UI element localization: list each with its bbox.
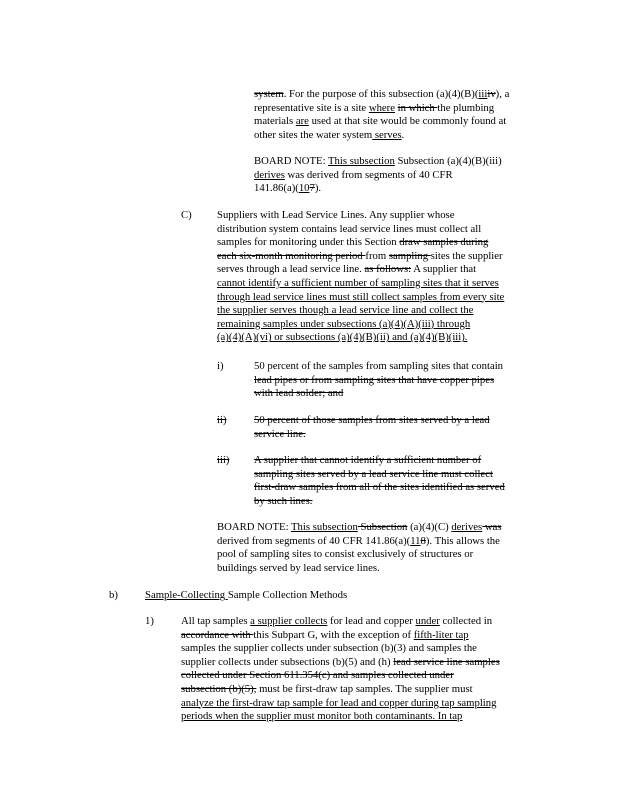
inserted-text: derives [451, 521, 483, 533]
text-line [254, 129, 509, 143]
inserted-text: derives [254, 168, 285, 181]
item-i-text [254, 360, 503, 401]
deleted-text: in which [397, 101, 438, 114]
text-run: other sites the water system [254, 128, 373, 141]
text-run: used at that site would be commonly found at [308, 115, 507, 128]
deleted-text: system [254, 88, 284, 100]
deleted-text: sampling [388, 249, 431, 262]
item-iii-text [254, 454, 505, 508]
text-line [217, 291, 504, 305]
inserted-text: fifth-liter tap [413, 628, 469, 641]
text-line [217, 521, 502, 535]
text-line [217, 318, 504, 332]
text-run: Sample Collection Methods [227, 589, 348, 601]
text-line [181, 656, 500, 670]
text-line [217, 331, 504, 345]
text-line [217, 223, 504, 237]
inserted-text: This subsection [328, 155, 395, 167]
deleted-text: Subsection [357, 521, 408, 533]
text-line [181, 710, 500, 724]
text-run: 50 percent of the samples from sampling sites that contain [254, 360, 504, 372]
text-line [254, 454, 505, 468]
deleted-text: 8 [420, 534, 426, 547]
paragraph-label-c: C) [181, 209, 192, 221]
text-line [181, 683, 500, 697]
text-run: the plumbing [437, 101, 495, 114]
text-line [181, 629, 500, 643]
item-label-ii: ii) [217, 414, 227, 426]
text-run: ). This allows the [425, 534, 500, 547]
deleted-text: iv [487, 88, 496, 100]
text-line [217, 277, 504, 291]
text-run: (a)(4)(C) [407, 521, 452, 533]
deleted-text: first-draw samples from all of the sites identified as served [254, 481, 505, 494]
board-note-exclusive-sites [217, 521, 502, 575]
deleted-text: was [482, 521, 502, 533]
inserted-text: under [415, 615, 440, 627]
section-label-b: b) [109, 589, 118, 601]
deleted-text: sampling sites served by a lead service line must collect [254, 467, 493, 480]
item-ii-text [254, 414, 490, 441]
inserted-text: through lead service lines must still collect samples from every site [217, 290, 505, 303]
inserted-text: remaining samples under subsections (a)(4)(A)(iii) through [217, 317, 471, 330]
text-line [254, 414, 490, 428]
text-line [254, 115, 509, 129]
section-b-heading [145, 589, 347, 603]
text-run: ). [314, 182, 322, 195]
deleted-text: accordance with [181, 628, 254, 641]
text-run: from [365, 249, 389, 262]
text-run: BOARD NOTE: [254, 155, 329, 167]
inserted-text: Sample-Collecting [145, 589, 228, 601]
deleted-text: lead service line samples [393, 655, 500, 668]
text-run: sites the supplier [430, 249, 503, 262]
text-run: materials [254, 115, 296, 128]
text-run: supplier collects under subsections (b)(5) and (h) [181, 655, 394, 668]
item-1-text [181, 615, 500, 724]
text-line [254, 428, 490, 442]
item-label-i: i) [217, 360, 224, 372]
text-run: pool of sampling sites to consist exclusively of structures or [217, 548, 474, 561]
deleted-text: subsection (b)(5), [181, 682, 257, 695]
inserted-text: analyze the first-draw tap sample for lead and copper during tap sampling [181, 696, 497, 709]
text-run: . For the purpose of this subsection (a)(4)(B)( [283, 88, 479, 100]
text-line [254, 374, 503, 388]
text-line [254, 169, 502, 183]
deleted-text: lead pipes or from sampling sites that have copper pipes [254, 373, 495, 386]
inserted-text: (a)(4)(A)(vi) or subsections (a)(4)(B)(ii) and (a)(4)(B)(iii). [217, 331, 468, 344]
representative-site-paragraph [254, 88, 509, 142]
text-line [254, 481, 505, 495]
inserted-text: the supplier serves though a lead service line and collect the [217, 304, 474, 317]
text-run: ), a [495, 88, 510, 100]
text-line [181, 697, 500, 711]
inserted-text: 10 [298, 182, 310, 195]
text-run: derived from segments of 40 CFR 141.86(a)( [217, 534, 411, 547]
inserted-text: iii [478, 88, 488, 100]
deleted-text: service line. [254, 427, 306, 440]
text-run: for lead and copper [327, 615, 416, 627]
text-line [217, 562, 502, 576]
text-run: representative site is a site [254, 101, 369, 114]
text-line [217, 304, 504, 318]
text-run: this Subpart G, with the exception of [253, 628, 414, 641]
text-run: buildings served by lead service lines. [217, 561, 380, 574]
text-run: distribution system contains lead service lines must collect all [217, 222, 482, 235]
text-line [217, 535, 502, 549]
text-run: Subsection (a)(4)(B)(iii) [394, 155, 502, 167]
text-run: samples for monitoring under this Section [217, 236, 400, 249]
text-line [254, 102, 509, 116]
item-label-1: 1) [145, 615, 154, 627]
text-line [254, 387, 503, 401]
text-run: collected in [439, 615, 493, 627]
text-line [254, 468, 505, 482]
inserted-text: are [295, 115, 309, 128]
text-line [181, 669, 500, 683]
text-line [254, 155, 502, 169]
text-line [217, 548, 502, 562]
text-line [181, 642, 500, 656]
deleted-text: by such lines. [254, 494, 313, 507]
inserted-text: cannot identify a sufficient number of sampling sites that it serves [217, 276, 499, 289]
board-note-lead-sites [254, 155, 502, 196]
text-run: All tap samples [181, 615, 251, 627]
deleted-text: 50 percent of those samples from sites served by a lead [254, 414, 490, 426]
text-run: serves through a lead service line. [217, 263, 365, 276]
deleted-text: 7 [309, 182, 315, 195]
inserted-text: 11 [410, 534, 421, 547]
text-line [217, 250, 504, 264]
text-line [217, 236, 504, 250]
inserted-text: periods when the supplier must monitor both contaminants. In tap [181, 710, 463, 723]
deleted-text: as follows: [364, 263, 412, 276]
inserted-text: This subsection [291, 521, 358, 533]
text-line [217, 209, 504, 223]
text-run: samples the supplier collects under subsection (b)(3) and samples the [181, 642, 477, 655]
text-run: 141.86(a)( [254, 182, 299, 195]
text-line [254, 360, 503, 374]
text-line [145, 589, 347, 603]
text-line [254, 182, 502, 196]
inserted-text: serves [372, 128, 402, 141]
item-label-iii: iii) [217, 454, 230, 466]
lead-service-lines-paragraph [217, 209, 504, 345]
text-line [217, 263, 504, 277]
text-run: BOARD NOTE: [217, 521, 292, 533]
text-run: must be first-draw tap samples. The supplier must [256, 682, 473, 695]
deleted-text: A supplier that cannot identify a sufficient number of [254, 454, 482, 466]
text-run: Suppliers with Lead Service Lines. Any supplier whose [217, 209, 455, 221]
text-line [254, 495, 505, 509]
deleted-text: with lead solder; and [254, 387, 344, 400]
text-run: A supplier that [411, 263, 477, 276]
inserted-text: where [368, 101, 395, 114]
deleted-text: draw samples during [399, 236, 489, 249]
text-line [181, 615, 500, 629]
deleted-text: each six-month monitoring period [217, 249, 366, 262]
text-run: . [401, 128, 405, 141]
text-line [254, 88, 509, 102]
inserted-text: a supplier collects [250, 615, 328, 627]
deleted-text: collected under Section 611.354(c) and samples collected under [181, 669, 454, 682]
text-run: was derived from segments of 40 CFR [284, 168, 453, 181]
